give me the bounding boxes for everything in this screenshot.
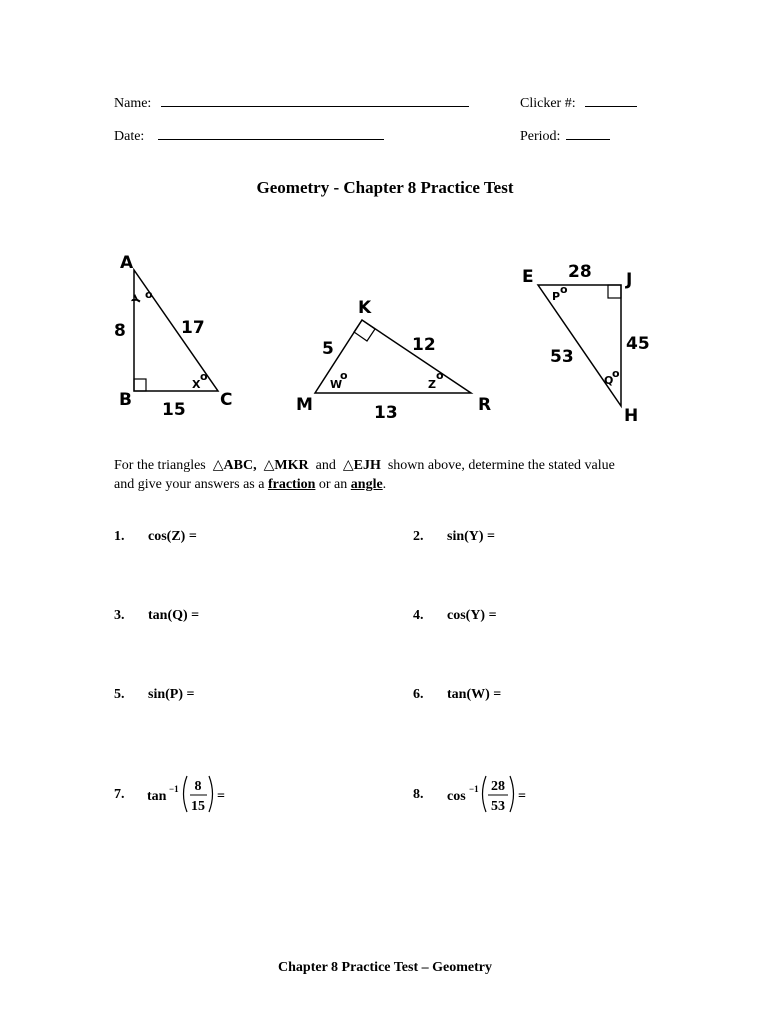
question-text: sin(P) = xyxy=(148,687,195,702)
side-mk: 5 xyxy=(322,339,334,359)
left-paren-icon xyxy=(184,776,188,812)
side-eh: 53 xyxy=(550,347,574,367)
vertex-e: E xyxy=(522,267,534,287)
right-paren-icon xyxy=(209,776,213,812)
question-8-expression xyxy=(445,770,540,818)
period-row xyxy=(520,127,610,145)
angle-q: Q xyxy=(604,374,614,387)
angle-p: P xyxy=(552,290,561,303)
clicker-label: Clicker #: xyxy=(520,96,576,111)
triangles-diagram xyxy=(0,240,770,430)
question-text: tan(Q) = xyxy=(148,608,200,623)
date-label: Date: xyxy=(114,129,145,144)
question-text: cos(Z) = xyxy=(148,529,197,544)
vertex-r: R xyxy=(478,395,492,415)
inverse-exponent: −1 xyxy=(469,784,479,794)
question-number: 8. xyxy=(413,787,424,802)
name-row xyxy=(114,94,469,112)
side-bc: 15 xyxy=(162,400,186,420)
right-angle-b xyxy=(134,379,146,391)
instr-period: . xyxy=(382,477,387,492)
page-title: Geometry - Chapter 8 Practice Test xyxy=(256,178,514,197)
right-paren-icon xyxy=(510,776,514,812)
angle-y: Y xyxy=(129,293,145,307)
question-number: 7. xyxy=(114,787,125,802)
instr-tri-ejh: EJH xyxy=(353,458,381,473)
instr-text-2: shown above, determine the stated value xyxy=(387,458,615,473)
vertex-j: J xyxy=(626,270,633,290)
period-label: Period: xyxy=(520,129,561,144)
angle-z: Z xyxy=(428,378,436,391)
instructions xyxy=(114,456,674,494)
vertex-a: A xyxy=(120,253,134,273)
inverse-func: cos xyxy=(447,789,466,804)
vertex-b: B xyxy=(119,390,132,410)
triangle-ejh xyxy=(522,262,650,426)
question-number: 4. xyxy=(413,608,424,623)
question-number: 1. xyxy=(114,529,125,544)
clicker-row xyxy=(520,94,637,112)
angle-w-degree: o xyxy=(340,369,348,382)
side-kr: 12 xyxy=(412,335,436,355)
right-angle-j xyxy=(608,285,621,298)
side-ab: 8 xyxy=(114,321,126,341)
angle-p-degree: o xyxy=(560,283,568,296)
triangle-symbol-icon: △ xyxy=(263,457,275,473)
triangle-symbol-icon: △ xyxy=(212,457,224,473)
instr-fraction: fraction xyxy=(267,477,316,492)
date-row xyxy=(114,127,384,145)
instr-text-3: and give your answers as a xyxy=(114,477,265,492)
vertex-k: K xyxy=(358,298,372,318)
angle-w: W xyxy=(330,378,343,391)
angle-z-degree: o xyxy=(436,369,444,382)
side-mr: 13 xyxy=(374,403,398,423)
triangle-symbol-icon: △ xyxy=(342,457,354,473)
side-ej: 28 xyxy=(568,262,592,282)
question-text: tan(W) = xyxy=(447,687,502,702)
angle-x: X xyxy=(192,378,201,391)
question-7-expression xyxy=(145,770,235,818)
equals-sign: = xyxy=(217,789,225,804)
name-field[interactable] xyxy=(161,94,469,107)
instr-and: and xyxy=(315,458,336,473)
question-number: 3. xyxy=(114,608,125,623)
triangle-mkr xyxy=(296,298,491,423)
instr-angle: angle xyxy=(350,477,383,492)
instr-or-an: or an xyxy=(318,477,348,492)
triangle-abc xyxy=(114,253,232,420)
instr-text-1: For the triangles xyxy=(114,458,206,473)
date-field[interactable] xyxy=(158,127,384,140)
equals-sign: = xyxy=(518,789,526,804)
vertex-c: C xyxy=(220,390,233,410)
angle-x-degree: o xyxy=(200,370,208,383)
clicker-field[interactable] xyxy=(585,94,637,107)
fraction-numerator: 8 xyxy=(194,779,202,794)
angle-y-degree: o xyxy=(145,288,153,301)
page-footer: Chapter 8 Practice Test – Geometry xyxy=(278,960,492,975)
question-number: 6. xyxy=(413,687,424,702)
period-field[interactable] xyxy=(566,127,610,140)
angle-q-degree: o xyxy=(612,367,620,380)
question-number: 2. xyxy=(413,529,424,544)
instr-tri-mkr: MKR xyxy=(274,458,309,473)
question-number: 5. xyxy=(114,687,125,702)
instr-tri-abc: ABC, xyxy=(223,458,257,473)
vertex-m: M xyxy=(296,395,313,415)
left-paren-icon xyxy=(483,776,487,812)
vertex-h: H xyxy=(624,406,639,426)
inverse-func: tan xyxy=(147,789,167,804)
fraction-denominator: 15 xyxy=(191,799,205,814)
right-angle-k xyxy=(354,320,375,341)
fraction-denominator: 53 xyxy=(491,799,505,814)
name-label: Name: xyxy=(114,96,152,111)
side-jh: 45 xyxy=(626,334,650,354)
fraction-numerator: 28 xyxy=(491,779,505,794)
question-text: sin(Y) = xyxy=(447,529,496,544)
question-text: cos(Y) = xyxy=(447,608,497,623)
inverse-exponent: −1 xyxy=(169,784,179,794)
side-ac: 17 xyxy=(181,318,205,338)
